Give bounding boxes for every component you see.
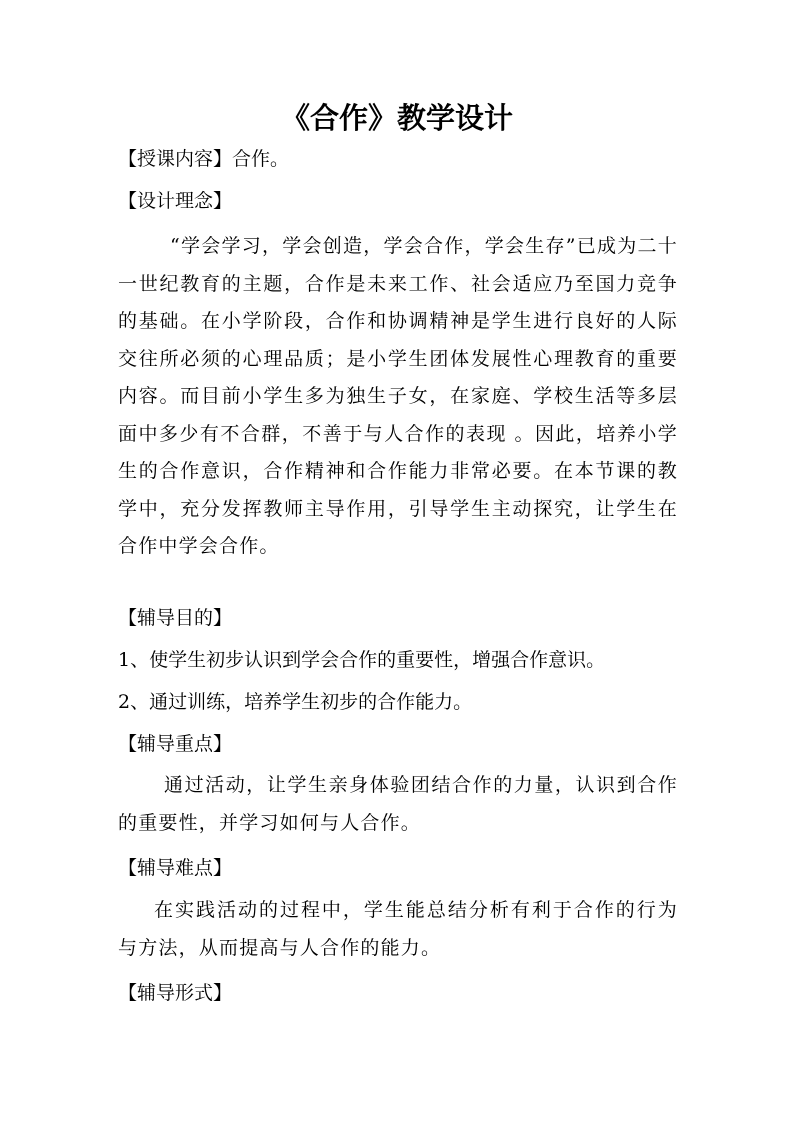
goal-item-2: 2、通过训练，培养学生初步的合作能力。 <box>118 691 473 713</box>
difficulty-heading: 【辅导难点】 <box>118 857 233 879</box>
key-paragraph: 通过活动，让学生亲身体验团结合作的力量，认识到合作的重要性，并学习如何与人合作。 <box>118 774 678 834</box>
difficulty-paragraph: 在实践活动的过程中，学生能总结分析有利于合作的行为与方法，从而提高与人合作的能力。 <box>118 899 678 959</box>
design-paragraph: “学会学习，学会创造，学会合作，学会生存”已成为二十一世纪教育的主题，合作是未来工作、社会适应乃至国力竞争的基础。在小学阶段，合作和协调精神是学生进行良好的人际交往所必须的心理品质；是小学生团体发展性心理教育的重要内容。而目前小学生多为独生子女，在家庭、学校生活等多层面中多少有不合群，不善于与人合作的表现 。因此，培养小学生的合作意识，合作精神和合作能力非常必要。在本节课的教学中，充分发挥教师主导作用，引导学生主动探究，让学生在合作中学会合作。 <box>118 235 678 557</box>
design-heading: 【设计理念】 <box>118 190 233 212</box>
document-title: 《合作》教学设计 <box>280 101 513 135</box>
form-heading: 【辅导形式】 <box>118 982 233 1004</box>
key-heading: 【辅导重点】 <box>118 733 233 755</box>
content-label: 【授课内容】合作。 <box>118 148 290 170</box>
goal-heading: 【辅导目的】 <box>118 607 233 629</box>
goal-item-1: 1、使学生初步认识到学会合作的重要性，增强合作意识。 <box>118 649 606 671</box>
